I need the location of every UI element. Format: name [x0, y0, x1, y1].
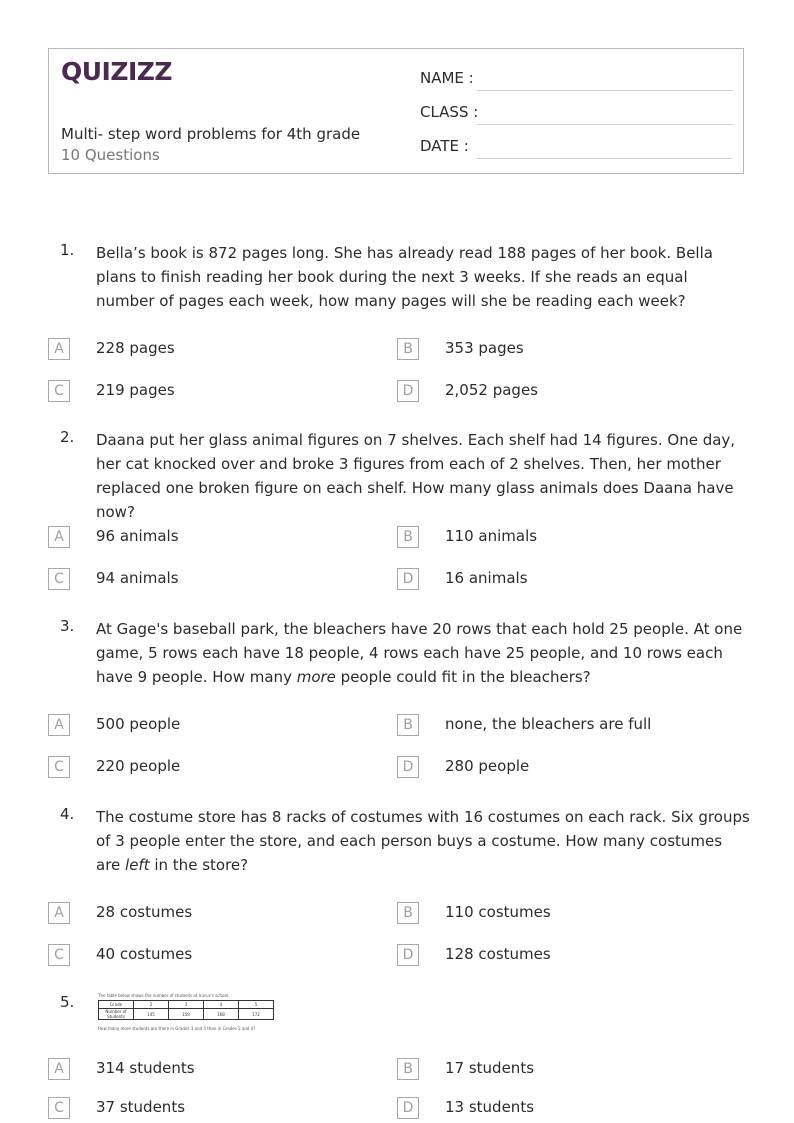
- option-text: 37 students: [96, 1098, 186, 1116]
- name-line[interactable]: [477, 90, 733, 91]
- date-line[interactable]: [477, 158, 733, 159]
- table-cell: Grade: [99, 1001, 134, 1009]
- question-number: 3.: [60, 617, 75, 635]
- question-number: 2.: [60, 428, 75, 446]
- table-cell: 159: [169, 1009, 204, 1020]
- option-letter-box[interactable]: D: [397, 1097, 419, 1119]
- option-text: 500 people: [96, 715, 181, 733]
- question-number: 4.: [60, 805, 75, 823]
- option-text: 28 costumes: [96, 903, 193, 921]
- date-label: DATE :: [420, 137, 469, 155]
- option-letter-box[interactable]: B: [397, 526, 419, 548]
- option-text: 40 costumes: [96, 945, 193, 963]
- option-text: 110 animals: [445, 527, 538, 545]
- table-cell: 3: [169, 1001, 204, 1009]
- question-text: Bella’s book is 872 pages long. She has already read 188 pages of her book. Bella plans to finish reading her book during the next 3 weeks. If she reads an equal number of pages each week, how many pages will she be reading each week?: [96, 244, 713, 310]
- question-text-part: The costume store has 8 racks of costumes with 16 costumes on each rack. Six groups of 3 people enter the store, and each person buys a costume. How many costumes are: [96, 808, 750, 874]
- name-label: NAME :: [420, 69, 474, 87]
- question-text: [96, 805, 750, 877]
- question-image-table: [96, 993, 260, 1033]
- option-letter-box[interactable]: A: [48, 902, 70, 924]
- quizizz-logo: QUIZIZZ: [61, 57, 173, 86]
- table-cell: 4: [204, 1001, 239, 1009]
- option-text: 353 pages: [445, 339, 524, 357]
- question-text-part: people could fit in the bleachers?: [335, 668, 591, 686]
- option-letter-box[interactable]: B: [397, 1058, 419, 1080]
- option-text: 94 animals: [96, 569, 179, 587]
- option-letter-box[interactable]: C: [48, 1097, 70, 1119]
- option-letter-box[interactable]: D: [397, 380, 419, 402]
- worksheet-title: Multi- step word problems for 4th grade: [61, 125, 361, 143]
- question-number: 5.: [60, 993, 75, 1011]
- class-line[interactable]: [477, 124, 733, 125]
- question-text-emphasis: more: [296, 668, 336, 686]
- option-text: none, the bleachers are full: [445, 715, 652, 733]
- option-text: 128 costumes: [445, 945, 551, 963]
- option-text: 280 people: [445, 757, 530, 775]
- class-field[interactable]: [420, 99, 733, 125]
- option-letter-box[interactable]: A: [48, 714, 70, 736]
- option-text: 16 animals: [445, 569, 528, 587]
- table-caption: The table below shows the number of students at Icarus's school.: [98, 993, 230, 998]
- option-text: 13 students: [445, 1098, 535, 1116]
- date-field[interactable]: [420, 133, 733, 159]
- option-letter-box[interactable]: C: [48, 380, 70, 402]
- class-label: CLASS :: [420, 103, 479, 121]
- table-cell: Number of Students: [99, 1009, 134, 1020]
- option-text: 96 animals: [96, 527, 179, 545]
- option-text: 228 pages: [96, 339, 175, 357]
- option-letter-box[interactable]: C: [48, 944, 70, 966]
- table-cell: 2: [134, 1001, 169, 1009]
- table-question: How many more students are there in Grades 3 and 5 than in Grades 2 and 4?: [98, 1026, 256, 1031]
- option-text: 314 students: [96, 1059, 195, 1077]
- option-letter-box[interactable]: D: [397, 756, 419, 778]
- table-cell: 168: [204, 1009, 239, 1020]
- option-letter-box[interactable]: D: [397, 944, 419, 966]
- table-row: [99, 1001, 274, 1009]
- table-row: [99, 1009, 274, 1020]
- option-letter-box[interactable]: B: [397, 338, 419, 360]
- question-text-part: in the store?: [149, 856, 249, 874]
- question-text: [96, 617, 750, 689]
- option-text: 2,052 pages: [445, 381, 538, 399]
- question-number: 1.: [60, 241, 75, 259]
- students-table: [98, 1000, 274, 1020]
- table-cell: 5: [239, 1001, 274, 1009]
- name-field[interactable]: [420, 65, 733, 91]
- option-letter-box[interactable]: C: [48, 756, 70, 778]
- option-text: 110 costumes: [445, 903, 551, 921]
- option-text: 219 pages: [96, 381, 175, 399]
- option-letter-box[interactable]: D: [397, 568, 419, 590]
- worksheet-header: [48, 48, 744, 174]
- table-cell: 172: [239, 1009, 274, 1020]
- question-text-emphasis: left: [125, 856, 150, 874]
- question-count: 10 Questions: [61, 146, 160, 164]
- option-letter-box[interactable]: C: [48, 568, 70, 590]
- option-text: 220 people: [96, 757, 181, 775]
- question-text-part: At Gage's baseball park, the bleachers have 20 rows that each hold 25 people. At one game, 5 rows each have 18 people, 4 rows each have 25 people, and 10 rows each have 9 people. How many: [96, 620, 743, 686]
- option-letter-box[interactable]: B: [397, 902, 419, 924]
- option-text: 17 students: [445, 1059, 535, 1077]
- option-letter-box[interactable]: A: [48, 338, 70, 360]
- question-text: Daana put her glass animal figures on 7 shelves. Each shelf had 14 figures. One day, her cat knocked over and broke 3 figures from each of 2 shelves. Then, her mother replaced one broken figure on each shelf. How many glass animals does Daana have now?: [96, 431, 736, 521]
- table-cell: 145: [134, 1009, 169, 1020]
- option-letter-box[interactable]: B: [397, 714, 419, 736]
- option-letter-box[interactable]: A: [48, 526, 70, 548]
- option-letter-box[interactable]: A: [48, 1058, 70, 1080]
